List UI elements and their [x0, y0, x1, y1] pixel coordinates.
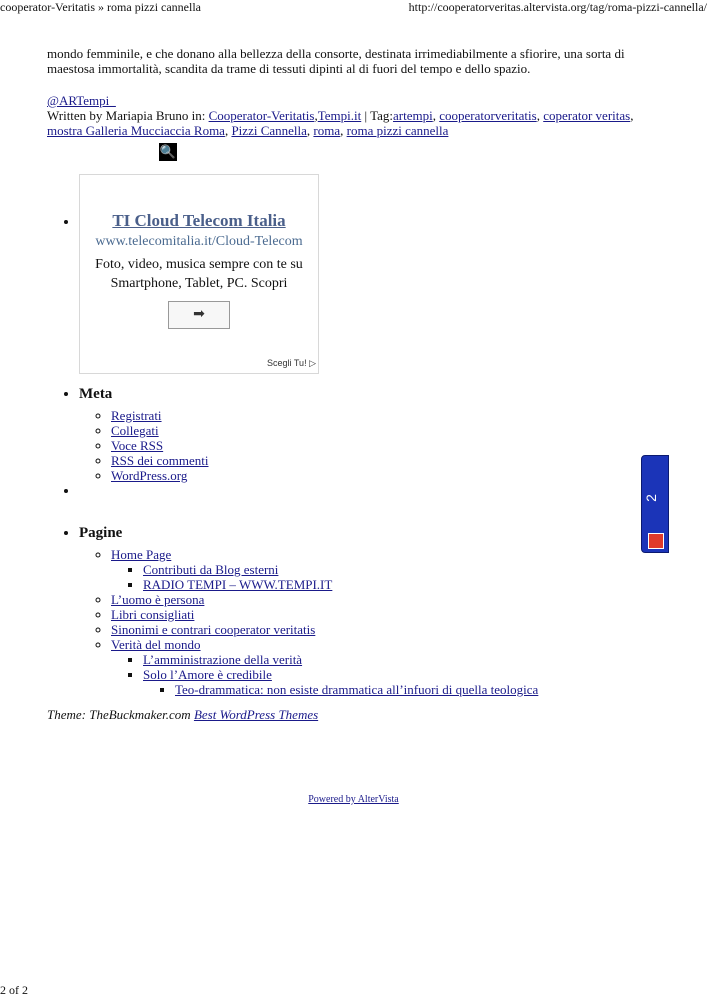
meta-link-collegati[interactable]: Collegati [111, 423, 159, 438]
page-item [175, 682, 672, 697]
article-paragraph: mondo femminile, e che donano alla bellezza della consorte, destinata irrimediabilmente a sfiorire, una sorta di maestosa immortalità, scandita da trame di tessuti dipinti al di fuori del tempo e dello spazio. [47, 46, 625, 76]
theme-credit-link[interactable]: Best WordPress Themes [193, 707, 319, 722]
meta-item [111, 423, 672, 438]
page-link-radio-tempi[interactable]: RADIO TEMPI – WWW.TEMPI.IT [143, 577, 333, 592]
tag-link[interactable]: cooperatorveritatis [439, 108, 537, 123]
powered-by-link[interactable]: Powered by AlterVista [308, 794, 399, 805]
twitter-handle-line [47, 93, 672, 108]
page-item [111, 592, 672, 607]
category-link-cooperator[interactable]: Cooperator-Veritatis [208, 108, 315, 123]
powered-by [0, 794, 707, 805]
meta-item [111, 438, 672, 453]
page-item [143, 562, 672, 577]
meta-widget [79, 386, 672, 483]
side-tab-count: 2 [642, 494, 659, 502]
search-form [79, 144, 672, 166]
page-item [143, 577, 672, 592]
meta-item [111, 408, 672, 423]
page-header-url: http://cooperatorveritas.altervista.org/tag/roma-pizzi-cannella/ [408, 0, 707, 14]
page-link-contributi[interactable]: Contributi da Blog esterni [143, 562, 279, 577]
tag-link[interactable]: artempi [393, 108, 433, 123]
meta-item [111, 453, 672, 468]
meta-link-rss-comments[interactable]: RSS dei commenti [111, 453, 209, 468]
meta-heading: • Meta [79, 386, 113, 402]
pages-list [79, 547, 672, 697]
ad-url[interactable]: www.telecomitalia.it/Cloud-Telecom [95, 234, 303, 249]
meta-list [79, 408, 672, 483]
page-link-amministrazione[interactable]: L’amministrazione della verità [143, 652, 303, 667]
article-content [47, 46, 672, 722]
page-link-teo-drammatica[interactable]: Teo-drammatica: non esiste drammatica all’infuori di quella teologica [175, 682, 539, 697]
sidebar-widgets [47, 144, 672, 697]
tag-prefix: | Tag: [361, 108, 394, 123]
home-children [111, 562, 672, 592]
category-separator: , [314, 108, 318, 123]
tag-link[interactable]: coperator veritas [543, 108, 631, 123]
ad-arrow-button[interactable]: ➡ [168, 301, 230, 329]
pages-heading: • Pagine [79, 525, 123, 541]
tag-link[interactable]: mostra Galleria Mucciaccia Roma [47, 123, 225, 138]
page-link-solo-amore[interactable]: Solo l’Amore è credibile [143, 667, 272, 682]
page-count: 2 of 2 [0, 983, 28, 997]
meta-link-wordpress[interactable]: WordPress.org [111, 468, 188, 483]
side-tab-logo-icon [648, 533, 664, 549]
page-link-libri[interactable]: Libri consigliati [111, 607, 195, 622]
page-item [111, 622, 672, 637]
empty-widget [79, 483, 672, 513]
category-link-tempi[interactable]: Tempi.it [317, 108, 362, 123]
side-share-tab[interactable] [641, 455, 669, 553]
twitter-handle-link[interactable]: @ARTempi_ [47, 93, 116, 108]
page-link-verita[interactable]: Verità del mondo [111, 637, 201, 652]
tag-link[interactable]: roma pizzi cannella [346, 123, 449, 138]
solo-amore-children [143, 682, 672, 697]
theme-credit-text: Theme: TheBuckmaker.com [47, 707, 194, 722]
ad-title[interactable]: TI Cloud Telecom Italia [112, 211, 286, 230]
page-item [143, 667, 672, 697]
post-meta: Written by Mariapia Bruno in: Cooperator-Veritatis,Tempi.it | Tag:artempi, cooperatorveritatis, coperator veritas, mostra Galleria Mucciaccia Roma, Pizzi Cannella, roma, roma pizzi cannella [47, 108, 634, 138]
page-item [111, 637, 672, 697]
meta-link-rss[interactable]: Voce RSS [111, 438, 164, 453]
ad-description: Foto, video, musica sempre con te su Smartphone, Tablet, PC. Scopri [95, 257, 303, 291]
meta-item [111, 468, 672, 483]
pages-widget [79, 525, 672, 697]
tag-link[interactable]: roma [313, 123, 341, 138]
page-item [111, 607, 672, 622]
search-icon[interactable]: • 🔍 [159, 144, 177, 159]
page-link-home[interactable]: Home Page [111, 547, 172, 562]
search-input[interactable] [79, 147, 161, 163]
meta-link-registrati[interactable]: Registrati [111, 408, 162, 423]
page-item [111, 547, 672, 592]
verita-children [111, 652, 672, 697]
ad-choices-label[interactable]: Scegli Tu! ▷ [267, 358, 316, 368]
search-widget [79, 144, 672, 374]
theme-credit [47, 707, 672, 722]
page-link-uomo[interactable]: L’uomo è persona [111, 592, 205, 607]
ad-banner[interactable] [79, 174, 319, 374]
page-item [143, 652, 672, 667]
written-by-label: Written by Mariapia Bruno in: [47, 108, 206, 123]
page-link-sinonimi[interactable]: Sinonimi e contrari cooperator veritatis [111, 622, 316, 637]
tag-link[interactable]: Pizzi Cannella [231, 123, 307, 138]
page-header-title: cooperator-Veritatis » roma pizzi cannella [0, 0, 201, 14]
